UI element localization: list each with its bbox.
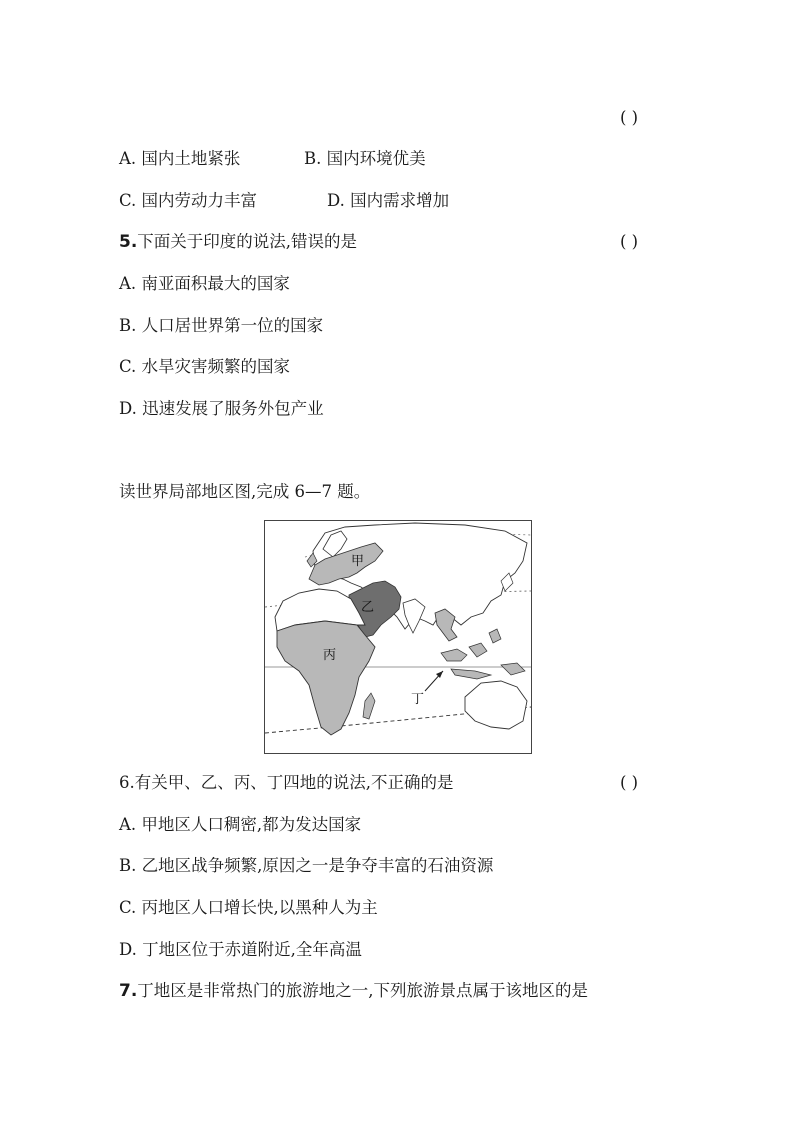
- q4-option-a: A. 国内土地紧张: [119, 149, 241, 168]
- q5-answer-paren: ( ): [620, 232, 639, 251]
- region-ding-island-4: [501, 663, 525, 675]
- label-ding: 丁: [411, 692, 425, 707]
- q6-option-a: A. 甲地区人口稠密,都为发达国家: [119, 815, 362, 834]
- q6-number: 6.: [119, 773, 135, 792]
- map-intro: 读世界局部地区图,完成 6—7 题。: [119, 482, 371, 501]
- q5-option-d: D. 迅速发展了服务外包产业: [119, 399, 324, 418]
- region-ding-island-3: [489, 629, 501, 643]
- q5-stem-line: [119, 232, 357, 252]
- q6-stem-line: [119, 773, 454, 793]
- region-bing: [277, 621, 375, 735]
- region-ding-island-1: [441, 649, 467, 661]
- q6-option-b: B. 乙地区战争频繁,原因之一是争夺丰富的石油资源: [119, 856, 494, 875]
- madagascar: [363, 693, 375, 719]
- q6-option-c: C. 丙地区人口增长快,以黑种人为主: [119, 898, 378, 917]
- q5-number: 5.: [119, 232, 138, 252]
- q7-stem: 丁地区是非常热门的旅游地之一,下列旅游景点属于该地区的是: [137, 981, 589, 1000]
- q5-option-b: B. 人口居世界第一位的国家: [119, 316, 324, 335]
- q6-answer-paren: ( ): [620, 773, 639, 792]
- region-ding-island-5: [451, 669, 491, 679]
- map-svg: [265, 521, 531, 753]
- label-bing: 丙: [323, 648, 337, 663]
- label-yi: 乙: [361, 600, 375, 615]
- q6-stem: 有关甲、乙、丙、丁四地的说法,不正确的是: [134, 773, 454, 792]
- q4-option-c: C. 国内劳动力丰富: [119, 191, 258, 210]
- q4-answer-paren: ( ): [620, 108, 639, 127]
- label-jia: 甲: [351, 554, 365, 569]
- q4-option-b: B. 国内环境优美: [304, 149, 426, 168]
- q5-stem: 下面关于印度的说法,错误的是: [137, 232, 358, 251]
- australia-landmass: [465, 681, 527, 729]
- q7-number: 7.: [119, 981, 138, 1001]
- q4-option-d: D. 国内需求增加: [327, 191, 450, 210]
- region-ding-island-2: [469, 643, 487, 657]
- world-region-map: [264, 520, 532, 754]
- q7-stem-line: [119, 981, 588, 1001]
- q5-option-c: C. 水旱灾害频繁的国家: [119, 357, 291, 376]
- q5-option-a: A. 南亚面积最大的国家: [119, 274, 290, 293]
- q6-option-d: D. 丁地区位于赤道附近,全年高温: [119, 940, 362, 959]
